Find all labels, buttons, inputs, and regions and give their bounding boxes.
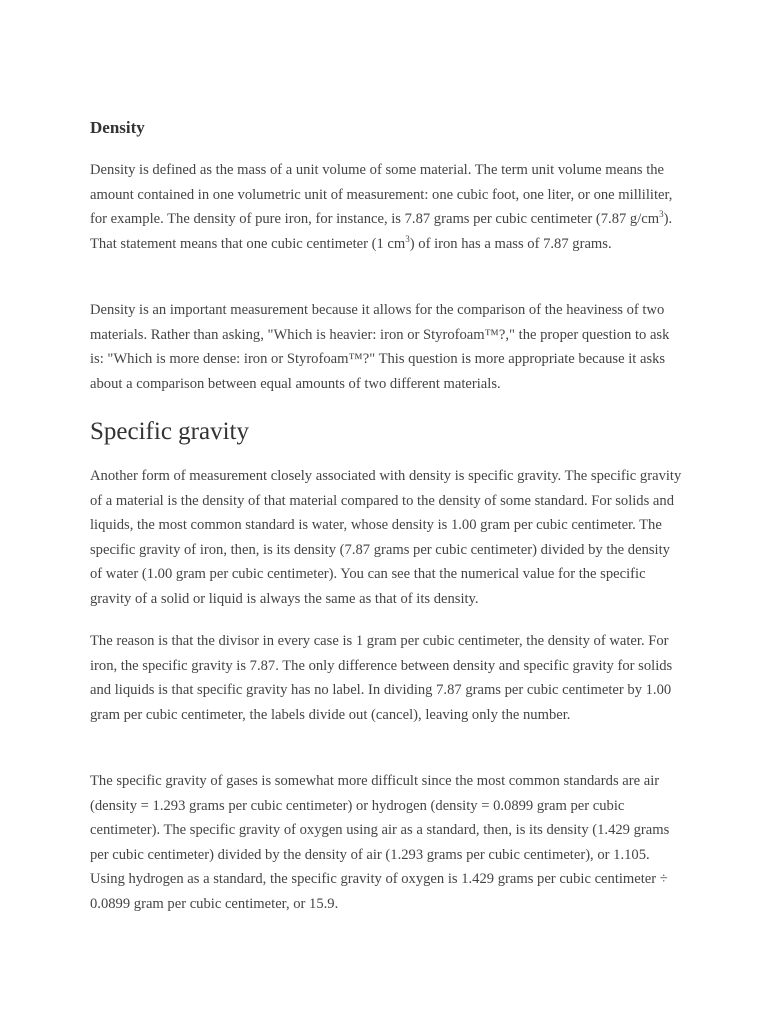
superscript: 3	[405, 233, 410, 244]
paragraph-text: Density is defined as the mass of a unit volume of some material. The term unit volume means the amount contained in one volumetric unit of measurement: one cubic foot, one liter, or one milliliter, for example. The density of pure iron, for instance, is 7.87 grams per cubic centimeter (7.87 g/cm	[90, 162, 673, 227]
specific-gravity-heading: Specific gravity	[90, 418, 249, 445]
paragraph-text: ). That statement means that one cubic centimeter (1 cm	[90, 211, 673, 252]
superscript: 3	[659, 209, 664, 220]
specific-gravity-paragraph-3: The specific gravity of gases is somewhat more difficult since the most common standards are air (density = 1.293 grams per cubic centimeter) or hydrogen (density = 0.0899 gram per cubic centimeter). The specific gravity of oxygen using air as a standard, then, is its density (1.429 grams per cubic centimeter) divided by the density of air (1.293 grams per cubic centimeter), or 1.105. Using hydrogen as a standard, the specific gravity of oxygen is 1.429 grams per cubic centimeter ÷ 0.0899 gram per cubic centimeter, or 15.9.	[90, 773, 670, 912]
specific-gravity-paragraph-2: The reason is that the divisor in every case is 1 gram per cubic centimeter, the density of water. For iron, the specific gravity is 7.87. The only difference between density and specific gravity for solids and liquids is that specific gravity has no label. In dividing 7.87 grams per cubic centimeter by 1.00 gram per cubic centimeter, the labels divide out (cancel), leaving only the number.	[90, 633, 673, 723]
density-paragraph-1	[90, 158, 682, 256]
density-heading: Density	[90, 118, 145, 137]
paragraph-text: ) of iron has a mass of 7.87 grams.	[409, 235, 612, 252]
specific-gravity-paragraph-1: Another form of measurement closely associated with density is specific gravity. The specific gravity of a material is the density of that material compared to the density of some standard. For solids and liquids, the most common standard is water, whose density is 1.00 gram per cubic centimeter. The specific gravity of iron, then, is its density (7.87 grams per cubic centimeter) divided by the density of water (1.00 gram per cubic centimeter). You can see that the numerical value for the specific gravity of a solid or liquid is always the same as that of its density.	[90, 468, 682, 607]
density-paragraph-2: Density is an important measurement because it allows for the comparison of the heaviness of two materials. Rather than asking, "Which is heavier: iron or Styrofoam™?," the proper question to ask is: "Which is more dense: iron or Styrofoam™?" This question is more appropriate because it asks about a comparison between equal amounts of two different materials.	[90, 302, 670, 392]
